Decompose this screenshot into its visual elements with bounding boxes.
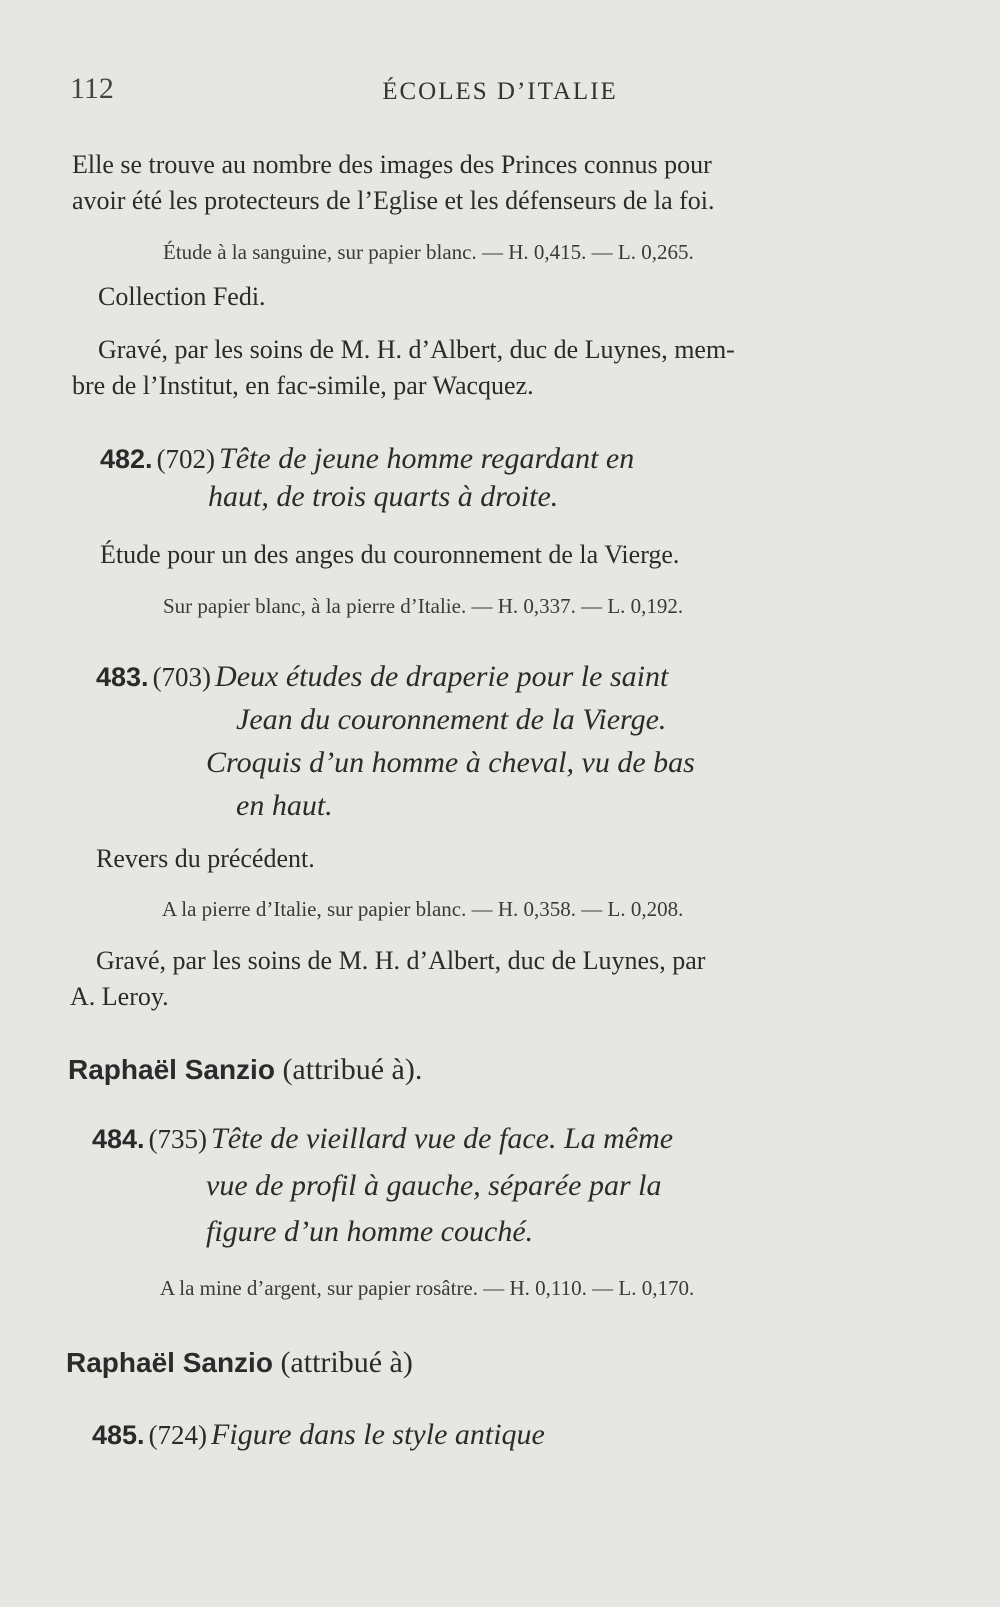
entry-title: Figure dans le style antique [211,1418,545,1451]
entry-483-title-line-4: en haut. [236,789,333,822]
entry-483-title-line-3: Croquis d’un homme à cheval, vu de bas [206,746,695,779]
entry-ref: (702) [156,444,216,474]
entry-number: 484. [92,1124,145,1154]
artist-attribution: (attribué à) [280,1346,413,1379]
entry-number: 482. [100,444,153,474]
entry-483-engraved-line-2: A. Leroy. [70,982,169,1011]
entry-483-heading [96,660,668,694]
entry-482-heading [100,442,634,476]
artist-heading-1 [68,1053,422,1087]
entry-ref: (703) [152,662,212,692]
intro-collection: Collection Fedi. [98,282,266,311]
intro-engraved-line-2: bre de l’Institut, en fac-simile, par Wacquez. [72,371,534,400]
entry-483-note: Revers du précédent. [96,844,315,873]
artist-name: Raphaël Sanzio [68,1054,275,1085]
entry-485-heading [92,1418,545,1452]
entry-number: 485. [92,1420,145,1450]
entry-484-title-line-2: vue de profil à gauche, séparée par la [206,1169,662,1202]
entry-484-technique: A la mine d’argent, sur papier rosâtre. — H. 0,110. — L. 0,170. [160,1276,695,1300]
page-number: 112 [70,72,114,105]
entry-483-technique: A la pierre d’Italie, sur papier blanc. — H. 0,358. — L. 0,208. [162,897,684,921]
entry-ref: (724) [148,1420,208,1450]
intro-engraved-line-1: Gravé, par les soins de M. H. d’Albert, duc de Luynes, mem- [98,335,735,364]
entry-ref: (735) [148,1124,208,1154]
entry-483-title-line-2: Jean du couronnement de la Vierge. [236,703,667,736]
entry-483-engraved-line-1: Gravé, par les soins de M. H. d’Albert, duc de Luynes, par [96,946,706,975]
artist-name: Raphaël Sanzio [66,1347,273,1378]
intro-technique: Étude à la sanguine, sur papier blanc. — H. 0,415. — L. 0,265. [163,240,694,264]
entry-482-note: Étude pour un des anges du couronnement de la Vierge. [100,540,680,569]
entry-482-title-line-2: haut, de trois quarts à droite. [208,480,559,513]
entry-482-technique: Sur papier blanc, à la pierre d’Italie. — H. 0,337. — L. 0,192. [163,594,684,618]
artist-attribution: (attribué à). [282,1053,423,1086]
entry-title: Tête de jeune homme regardant en [219,442,635,475]
entry-number: 483. [96,662,149,692]
entry-484-heading [92,1122,673,1156]
intro-line-1: Elle se trouve au nombre des images des Princes connus pour [72,150,712,179]
entry-484-title-line-3: figure d’un homme couché. [206,1215,534,1248]
intro-line-2: avoir été les protecteurs de l’Eglise et les défenseurs de la foi. [72,186,715,215]
artist-heading-2 [66,1346,413,1380]
running-head: ÉCOLES D’ITALIE [382,78,618,105]
entry-title: Tête de vieillard vue de face. La même [211,1122,674,1155]
entry-title: Deux études de draperie pour le saint [215,660,669,693]
